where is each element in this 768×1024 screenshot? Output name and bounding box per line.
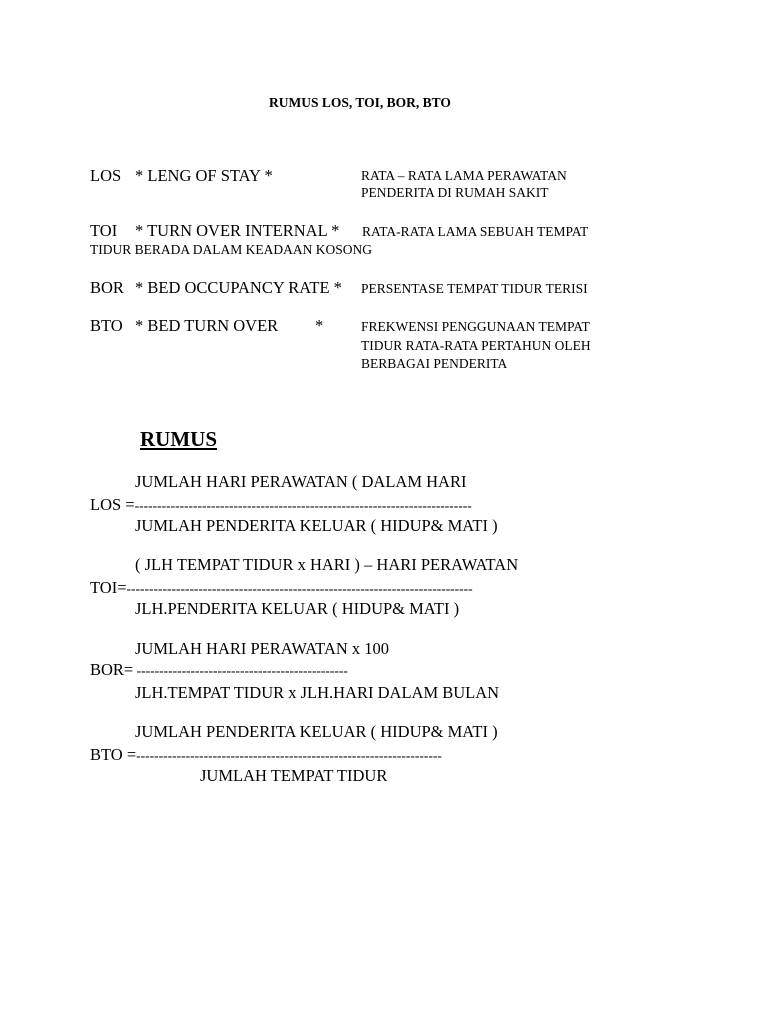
definition-meaning-los-line1: RATA – RATA LAMA PERAWATAN	[361, 168, 567, 183]
formula-bto-label-text: BTO =	[90, 745, 137, 764]
definition-meaning-bto-line1: FREKWENSI PENGGUNAAN TEMPAT	[361, 319, 590, 334]
formula-bto-numerator: JUMLAH PENDERITA KELUAR ( HIDUP& MATI )	[135, 722, 498, 741]
definition-term-bto: * BED TURN OVER	[135, 316, 279, 335]
definition-meaning-toi-line2: TIDUR BERADA DALAM KEADAAN KOSONG	[90, 242, 372, 257]
formula-bor-numerator: JUMLAH HARI PERAWATAN x 100	[135, 639, 390, 658]
formula-bor-label-text: BOR=	[90, 660, 134, 679]
definition-meaning-toi-line1: RATA-RATA LAMA SEBUAH TEMPAT	[362, 224, 589, 239]
definition-term-bor: * BED OCCUPANCY RATE *	[135, 278, 342, 297]
definition-meaning-bto-line2: TIDUR RATA-RATA PERTAHUN OLEH	[361, 338, 591, 353]
formula-los-label	[90, 495, 472, 515]
formula-los-denominator: JUMLAH PENDERITA KELUAR ( HIDUP& MATI )	[135, 516, 498, 535]
formula-toi-label	[90, 578, 473, 598]
definition-abbr-bor: BOR	[90, 278, 124, 297]
formula-toi-label-text: TOI=	[90, 578, 127, 597]
formula-bor-denominator: JLH.TEMPAT TIDUR x JLH.HARI DALAM BULAN	[135, 683, 500, 702]
formula-toi-numerator: ( JLH TEMPAT TIDUR x HARI ) – HARI PERAWATAN	[135, 555, 519, 574]
definition-term-los: * LENG OF STAY *	[135, 166, 273, 185]
rumus-heading: RUMUS	[140, 427, 217, 451]
document-title: RUMUS LOS, TOI, BOR, BTO	[269, 95, 451, 110]
definition-meaning-los-line2: PENDERITA DI RUMAH SAKIT	[361, 185, 549, 200]
formula-los-numerator: JUMLAH HARI PERAWATAN ( DALAM HARI	[135, 472, 467, 491]
formula-bor-label	[90, 660, 348, 680]
formula-los-divider: ---------------------------------------------------------------------------	[134, 498, 472, 513]
formula-bto-denominator: JUMLAH TEMPAT TIDUR	[200, 766, 388, 785]
definition-meaning-bor-line1: PERSENTASE TEMPAT TIDUR TERISI	[361, 281, 588, 296]
definition-meaning-bto-line3: BERBAGAI PENDERITA	[361, 356, 508, 371]
definition-abbr-toi: TOI	[90, 221, 118, 240]
formula-bor-divider: -----------------------------------------------	[133, 663, 348, 678]
formula-toi-denominator: JLH.PENDERITA KELUAR ( HIDUP& MATI )	[135, 599, 460, 618]
definition-term-bto-star: *	[315, 316, 324, 335]
formula-bto-divider: --------------------------------------------------------------------	[136, 748, 442, 763]
formula-toi-divider: -----------------------------------------------------------------------------	[126, 581, 473, 596]
formula-los-label-text: LOS =	[90, 495, 135, 514]
definition-abbr-los: LOS	[90, 166, 122, 185]
formula-bto-label	[90, 745, 442, 765]
definition-abbr-bto: BTO	[90, 316, 123, 335]
definition-term-toi: * TURN OVER INTERNAL *	[135, 221, 340, 240]
